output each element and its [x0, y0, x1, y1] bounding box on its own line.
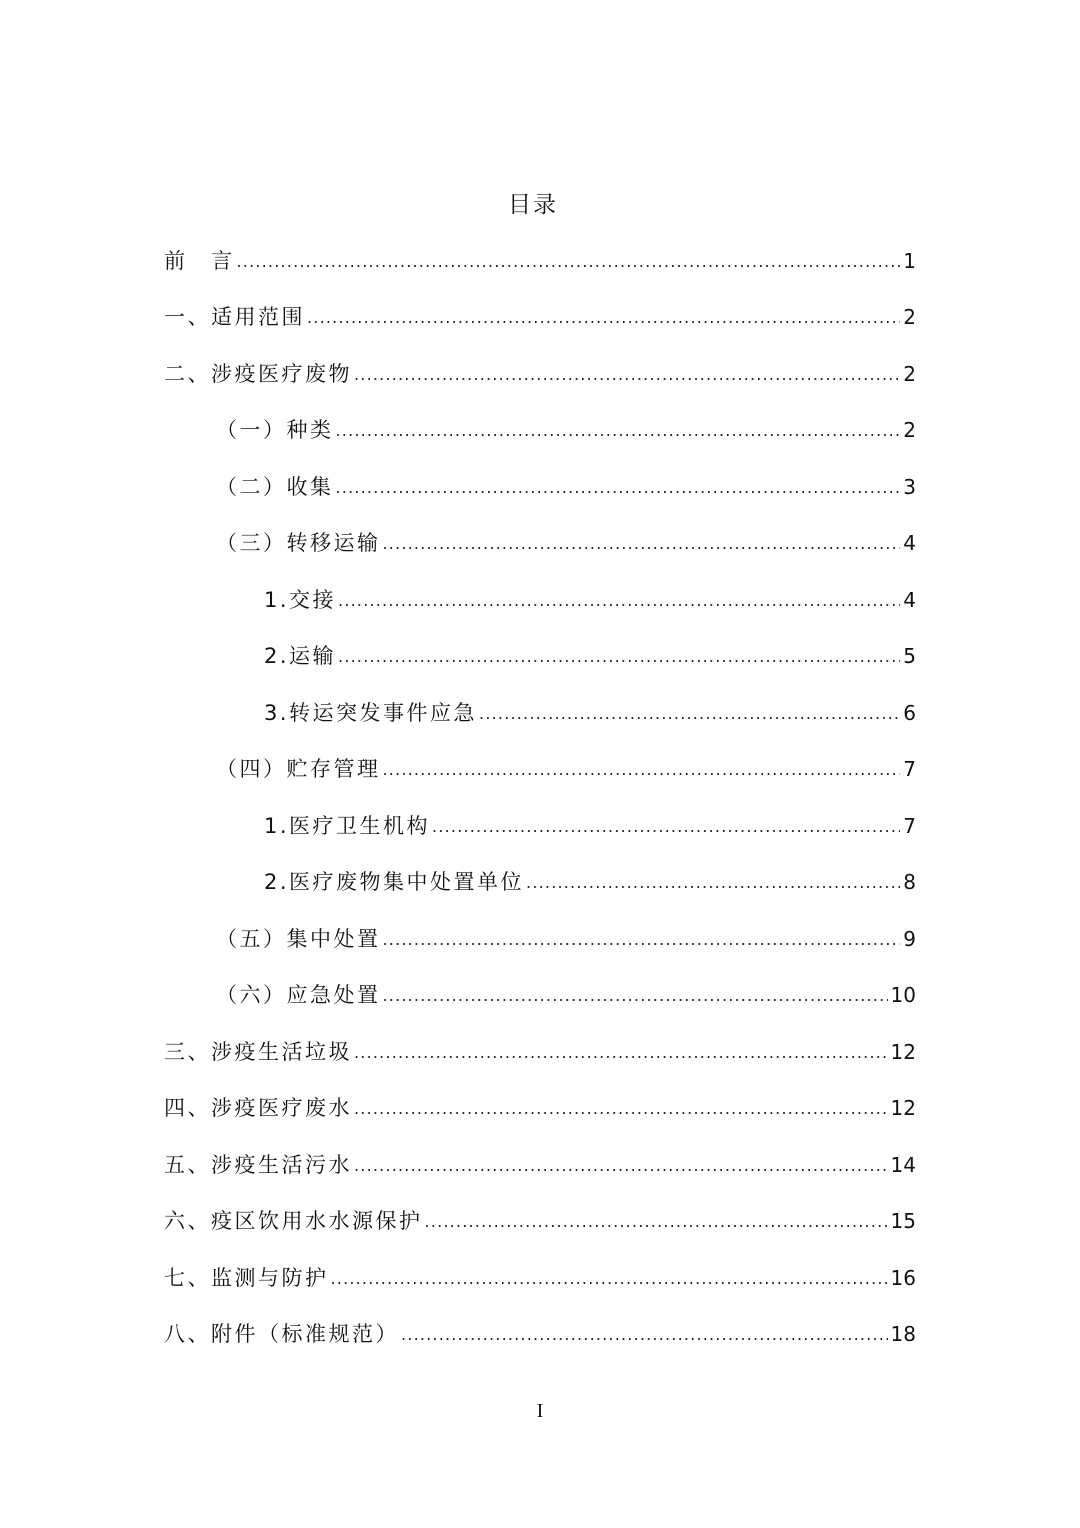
toc-entry-label: 三、涉疫生活垃圾	[164, 1040, 352, 1064]
toc-entry-2-3-3[interactable]	[264, 698, 916, 728]
toc-entry-label: 二、涉疫医疗废物	[164, 362, 352, 386]
toc-entry-label: （一）种类	[216, 418, 334, 442]
toc-entry-label: （五）集中处置	[216, 927, 381, 951]
toc-entry-label: 七、监测与防护	[164, 1266, 329, 1290]
toc-entry-page: 15	[890, 1209, 916, 1233]
toc-entry-label: 2.运输	[264, 644, 337, 668]
toc-entry-2-4-1[interactable]	[264, 811, 916, 841]
toc-entry-label: 3.转运突发事件应急	[264, 701, 478, 725]
toc-entry-page: 16	[890, 1266, 916, 1290]
toc-leader-dots	[237, 247, 901, 277]
toc-entry-page: 6	[903, 701, 916, 725]
toc-entry-2-5[interactable]	[216, 924, 916, 954]
toc-leader-dots	[354, 1094, 888, 1124]
toc-entry-page: 3	[903, 475, 916, 499]
toc-entry-2-6[interactable]	[216, 980, 916, 1010]
toc-entry-label: 四、涉疫医疗废水	[164, 1096, 352, 1120]
toc-entry-2-4[interactable]	[216, 754, 916, 784]
toc-leader-dots	[383, 925, 901, 955]
toc-leader-dots	[425, 1207, 888, 1237]
toc-leader-dots	[479, 699, 900, 729]
toc-entry-page: 12	[890, 1040, 916, 1064]
toc-entry-label: （四）贮存管理	[216, 757, 381, 781]
toc-entry-label: 2.医疗废物集中处置单位	[264, 870, 525, 894]
toc-entry-section-6[interactable]	[164, 1206, 916, 1236]
toc-entry-label: 五、涉疫生活污水	[164, 1153, 352, 1177]
toc-entry-label: （二）收集	[216, 475, 334, 499]
toc-entry-2-4-2[interactable]	[264, 867, 916, 897]
toc-entry-label: （六）应急处置	[216, 983, 381, 1007]
toc-entry-2-2[interactable]	[216, 472, 916, 502]
toc-entry-page: 2	[903, 305, 916, 329]
toc-entry-preface[interactable]	[164, 246, 916, 276]
toc-entry-label: 前 言	[164, 249, 235, 273]
toc-entry-page: 18	[890, 1322, 916, 1346]
toc-leader-dots	[338, 586, 900, 616]
toc-entry-label: （三）转移运输	[216, 531, 381, 555]
toc-entry-page: 2	[903, 418, 916, 442]
toc-entry-label: 1.医疗卫生机构	[264, 814, 431, 838]
toc-entry-page: 4	[903, 531, 916, 555]
toc-entry-page: 8	[903, 870, 916, 894]
toc-entry-page: 9	[903, 927, 916, 951]
toc-entry-section-7[interactable]	[164, 1263, 916, 1293]
page-number-footer: I	[536, 1400, 544, 1422]
toc-entry-section-3[interactable]	[164, 1037, 916, 1067]
toc-entry-section-2[interactable]	[164, 359, 916, 389]
toc-entry-label: 八、附件（标准规范）	[164, 1322, 399, 1346]
toc-title: 目录	[508, 192, 558, 218]
toc-entry-page: 7	[903, 757, 916, 781]
toc-entry-section-4[interactable]	[164, 1093, 916, 1123]
toc-entry-2-3-2[interactable]	[264, 641, 916, 671]
toc-leader-dots	[331, 1264, 888, 1294]
toc-entry-page: 4	[903, 588, 916, 612]
toc-entry-section-1[interactable]	[164, 302, 916, 332]
toc-leader-dots	[354, 1151, 888, 1181]
toc-entry-section-5[interactable]	[164, 1150, 916, 1180]
toc-entry-2-3[interactable]	[216, 528, 916, 558]
toc-entry-page: 7	[903, 814, 916, 838]
toc-leader-dots	[307, 303, 900, 333]
toc-leader-dots	[354, 360, 900, 390]
toc-entry-label: 六、疫区饮用水水源保护	[164, 1209, 423, 1233]
toc-leader-dots	[336, 416, 901, 446]
toc-leader-dots	[383, 529, 901, 559]
toc-leader-dots	[432, 812, 900, 842]
toc-entry-page: 1	[903, 249, 916, 273]
toc-entry-page: 12	[890, 1096, 916, 1120]
toc-entry-page: 14	[890, 1153, 916, 1177]
toc-leader-dots	[336, 473, 901, 503]
toc-entry-2-1[interactable]	[216, 415, 916, 445]
toc-leader-dots	[338, 642, 900, 672]
toc-entry-section-8[interactable]	[164, 1319, 916, 1349]
toc-entry-2-3-1[interactable]	[264, 585, 916, 615]
toc-entry-label: 一、适用范围	[164, 305, 305, 329]
toc-leader-dots	[383, 981, 888, 1011]
toc-leader-dots	[526, 868, 900, 898]
toc-entry-label: 1.交接	[264, 588, 337, 612]
toc-entry-page: 5	[903, 644, 916, 668]
toc-leader-dots	[354, 1038, 888, 1068]
toc-leader-dots	[383, 755, 901, 785]
toc-entry-page: 2	[903, 362, 916, 386]
toc-entry-page: 10	[890, 983, 916, 1007]
toc-leader-dots	[401, 1320, 888, 1350]
